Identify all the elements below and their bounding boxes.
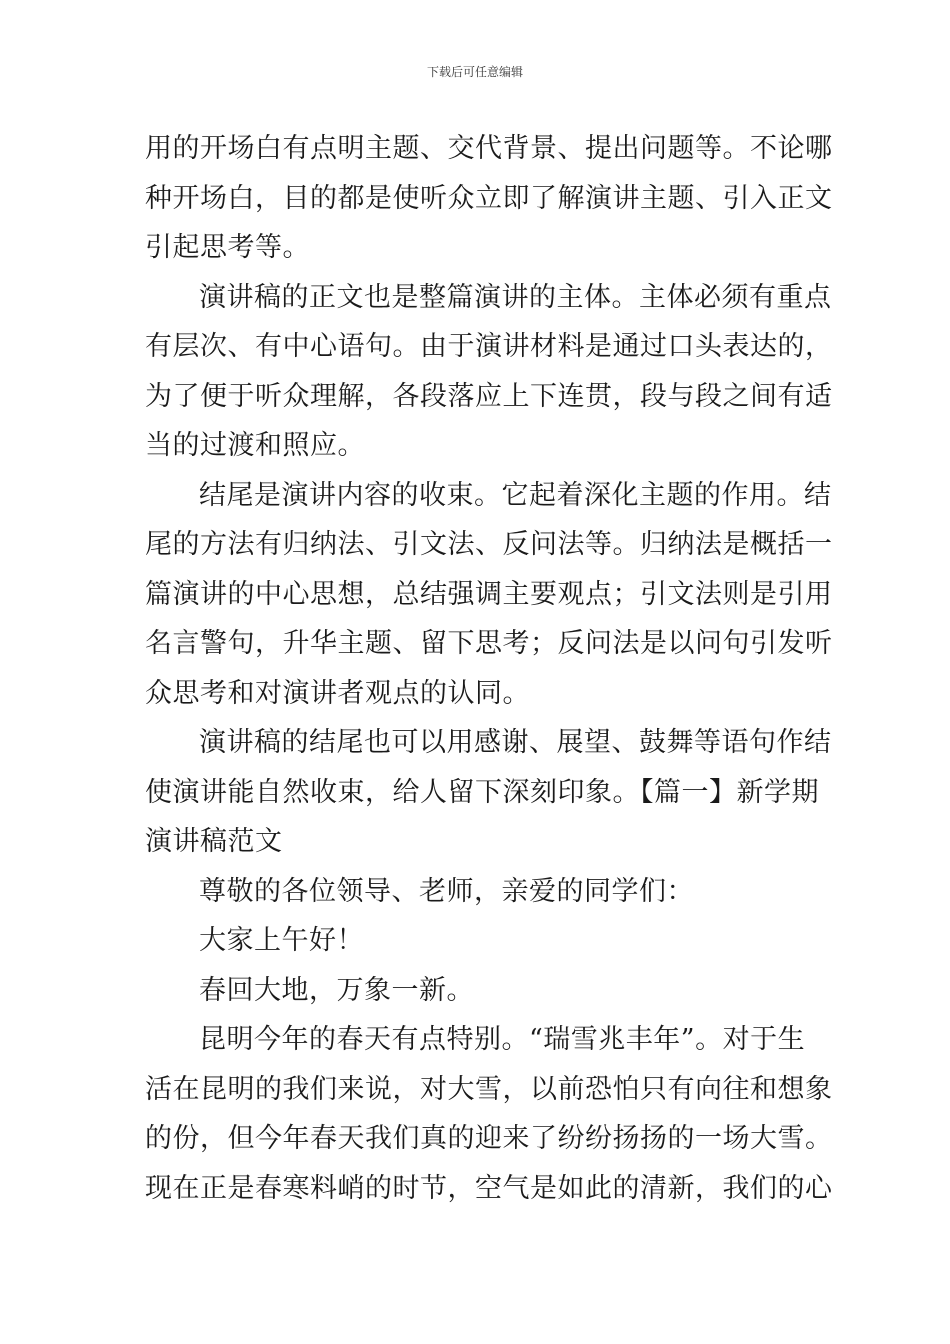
text-line: 用的开场白有点明主题、交代背景、提出问题等。不论哪: [145, 133, 833, 164]
text-line: 现在正是春寒料峭的时节，空气是如此的清新，我们的心: [145, 1172, 833, 1204]
text-line: 尊敬的各位领导、老师，亲爱的同学们：: [199, 875, 694, 907]
text-line: 为了便于听众理解，各段落应上下连贯，段与段之间有适: [145, 380, 833, 412]
text-line: 结尾是演讲内容的收束。它起着深化主题的作用。结: [199, 479, 832, 511]
text-line: 使演讲能自然收束，给人留下深刻印象。【篇一】新学期: [145, 776, 819, 808]
text-line: 演讲稿的正文也是整篇演讲的主体。主体必须有重点: [199, 281, 832, 313]
text-line: 活在昆明的我们来说，对大雪，以前恐怕只有向往和想象: [145, 1073, 833, 1105]
text-line: 篇演讲的中心思想，总结强调主要观点；引文法则是引用: [145, 578, 833, 610]
text-line: 有层次、有中心语句。由于演讲材料是通过口头表达的，: [145, 331, 833, 362]
page-header: 下载后可任意编辑: [426, 65, 523, 79]
text-line: 众思考和对演讲者观点的认同。: [145, 677, 530, 709]
text-line: 种开场白，目的都是使听众立即了解演讲主题、引入正文: [145, 182, 833, 214]
text-line: 的份，但今年春天我们真的迎来了纷纷扬扬的一场大雪。: [145, 1123, 833, 1154]
document-body: [145, 124, 833, 1213]
text-line: 春回大地，万象一新。: [199, 974, 474, 1006]
text-line: 大家上午好！: [199, 925, 364, 956]
text-line: 尾的方法有归纳法、引文法、反问法等。归纳法是概括一: [145, 529, 833, 560]
text-line: 演讲稿的结尾也可以用感谢、展望、鼓舞等语句作结: [199, 727, 832, 758]
text-line: 当的过渡和照应。: [145, 430, 365, 461]
text-line: 引起思考等。: [145, 232, 310, 263]
text-line: 名言警句，升华主题、留下思考；反问法是以问句引发听: [145, 628, 833, 659]
text-line: 演讲稿范文: [145, 826, 283, 857]
text-line: 昆明今年的春天有点特别。“瑞雪兆丰年”。对于生: [199, 1024, 806, 1055]
